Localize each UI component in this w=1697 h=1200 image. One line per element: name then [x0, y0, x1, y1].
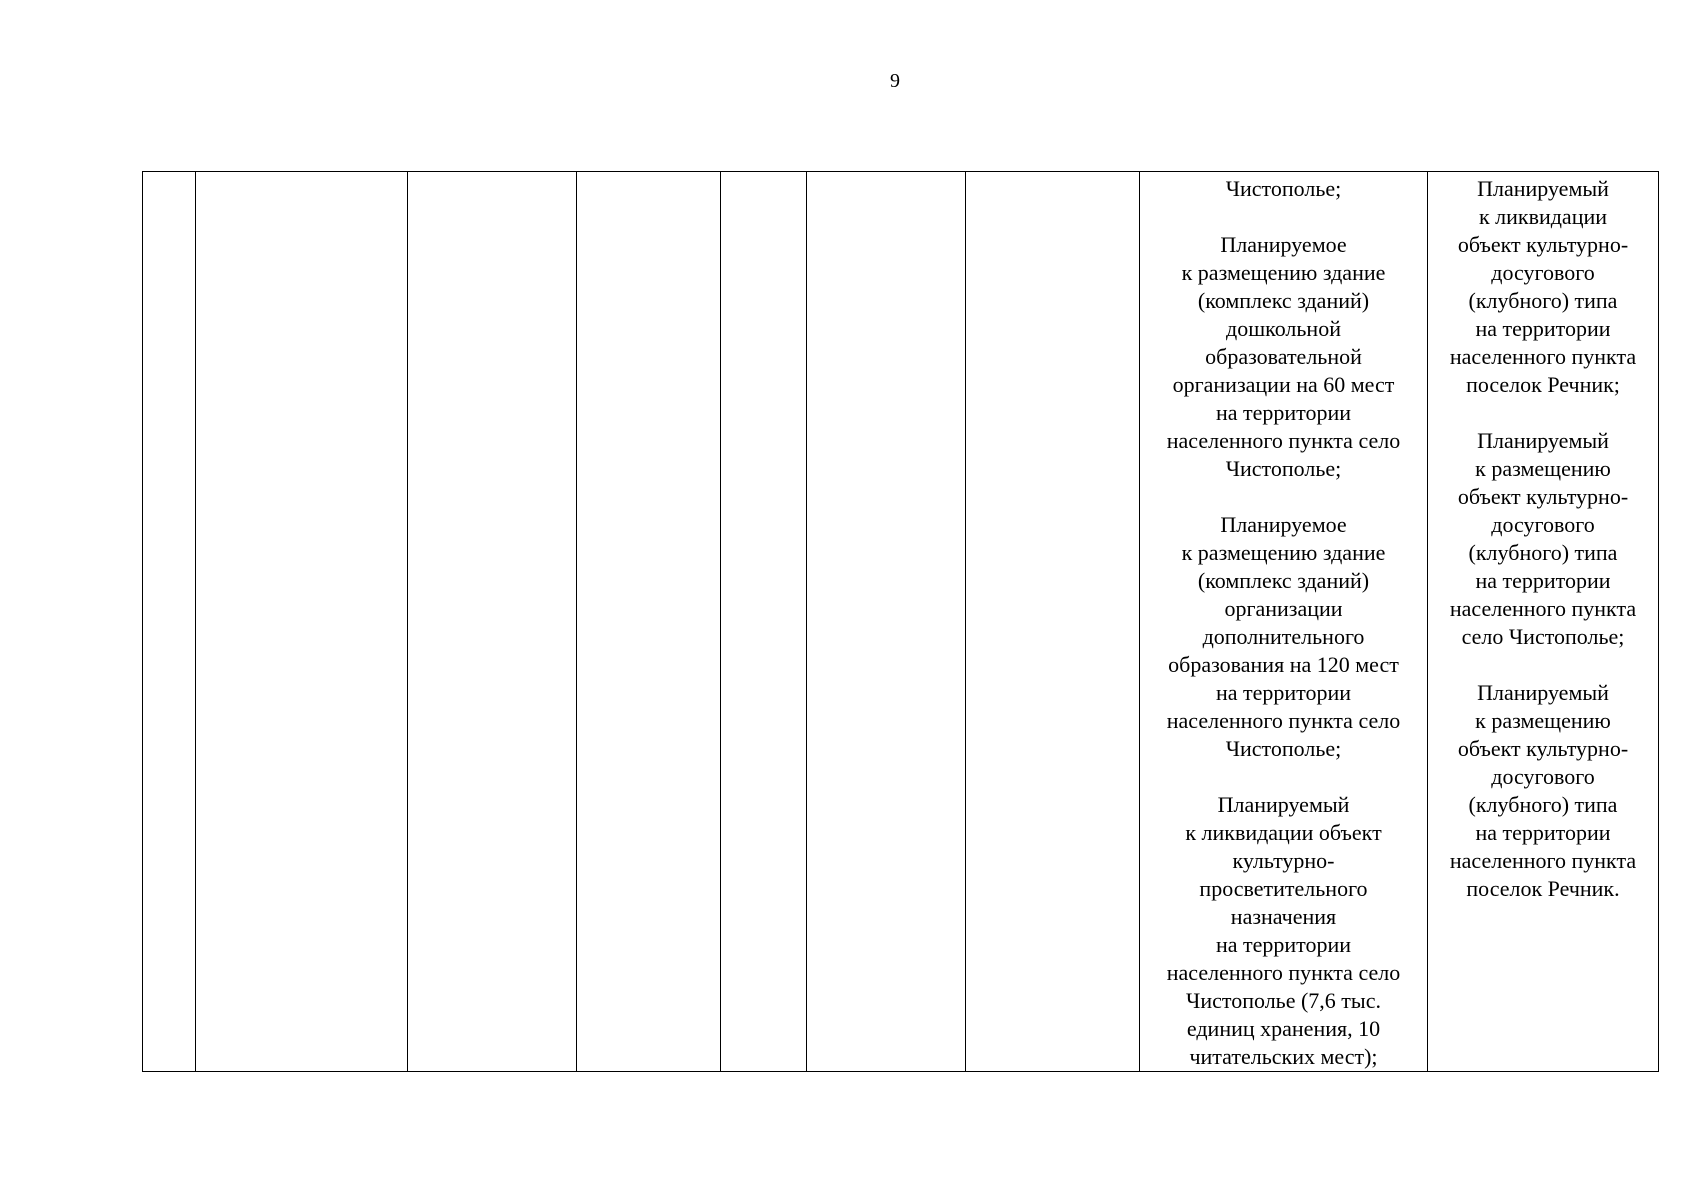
table-cell-1 [143, 172, 196, 1072]
page-number: 9 [890, 70, 900, 92]
col9-paragraph-1: Планируемый к ликвидации объект культурно- досугового (клубного) типа на территории населенного пункта поселок Речник; [1449, 176, 1637, 397]
table-row [143, 172, 1659, 1072]
col9-paragraph-2: Планируемый к размещению объект культурно- досугового (клубного) типа на территории населенного пункта село Чистополье; [1449, 428, 1637, 649]
col8-paragraph-4: Планируемый к ликвидации объект культурно- просветительного назначения на территории населенного пункта село Чистополье (7,6 тыс. единиц хранения, 10 читательских мест); [1166, 792, 1401, 1069]
document-table [142, 171, 1659, 1072]
col8-paragraph-2: Планируемое к размещению здание (комплекс зданий) дошкольной образовательной организации на 60 мест на территории населенного пункта село Чистополье; [1166, 232, 1401, 481]
table-cell-7 [966, 172, 1140, 1072]
col8-text [1140, 172, 1427, 1071]
col8-paragraph-1: Чистополье; [1225, 176, 1342, 201]
col9-text [1428, 172, 1658, 903]
col8-paragraph-3: Планируемое к размещению здание (комплекс зданий) организации дополнительного образования на 120 мест на территории населенного пункта село Чистополье; [1166, 512, 1401, 761]
table-cell-4 [577, 172, 721, 1072]
table-cell-9 [1428, 172, 1659, 1072]
table-cell-2 [196, 172, 408, 1072]
table-cell-8 [1140, 172, 1428, 1072]
table-cell-3 [408, 172, 577, 1072]
col9-paragraph-3: Планируемый к размещению объект культурно- досугового (клубного) типа на территории населенного пункта поселок Речник. [1449, 680, 1637, 901]
table-cell-6 [807, 172, 966, 1072]
table-cell-5 [721, 172, 807, 1072]
